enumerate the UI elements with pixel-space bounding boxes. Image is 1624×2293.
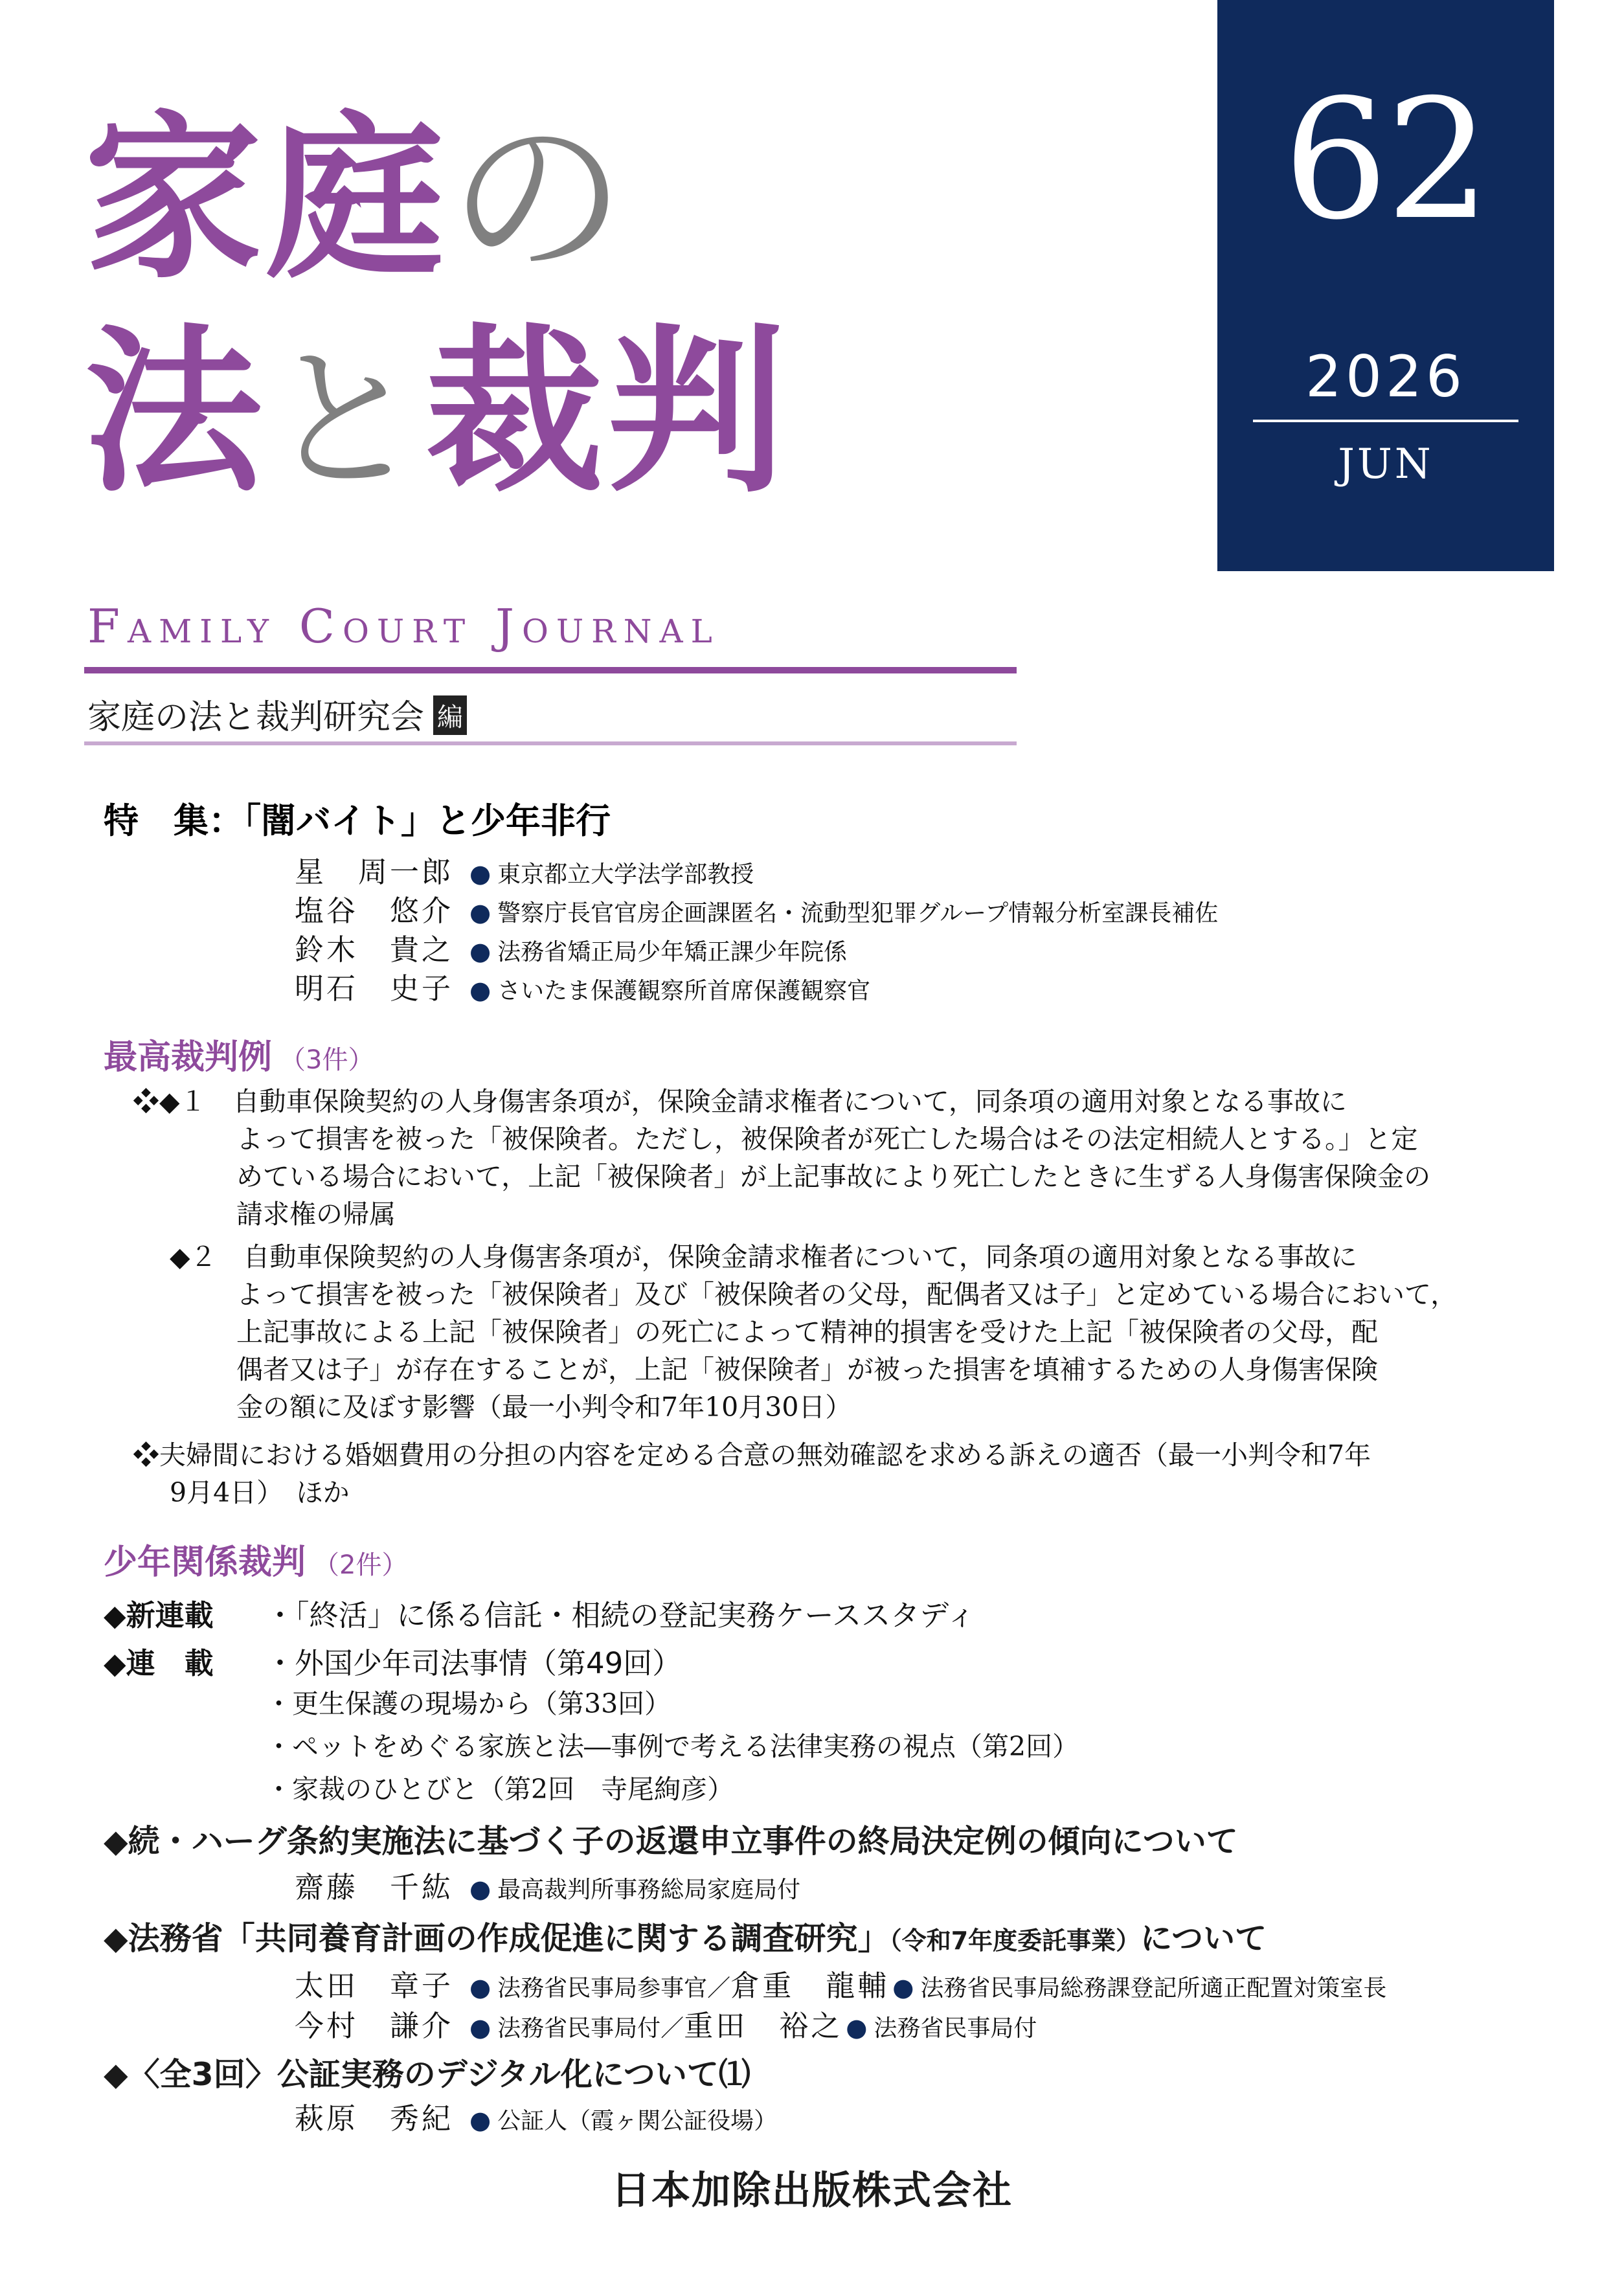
- series-item: ・家裁のひとびと（第2回 寺尾絢彦）: [265, 1774, 734, 1805]
- notary-heading: ◆〈全3回〉公証実務のデジタル化について⑴: [104, 2056, 750, 2093]
- bullet-dot-icon: ●: [892, 1973, 914, 2002]
- case1-line: めている場合において，上記「被保険者」が上記事故により死亡したときに生ずる人身傷害保険金の: [236, 1161, 1431, 1192]
- supreme-label: 最高裁判例: [104, 1038, 273, 1077]
- bullet-dot-icon: ●: [469, 898, 491, 927]
- author-affiliation: 公証人（霞ヶ関公証役場）: [497, 2108, 778, 2134]
- editor-rule: [84, 741, 1017, 745]
- series-item: ・ペットをめぐる家族と法―事例で考える法律実務の視点（第2回）: [265, 1731, 1079, 1762]
- moj-author-row: [295, 1962, 1386, 2004]
- author-name: 今村 謙介: [295, 2009, 454, 2043]
- case1-line: ❖◆１ 自動車保険契約の人身傷害条項が，保険金請求権者について，同条項の適用対象となる事故に: [133, 1086, 1347, 1117]
- editor-line: [87, 690, 467, 738]
- english-title: Family Court Journal: [87, 599, 720, 653]
- special-author-row: [295, 926, 847, 968]
- supreme-court-heading: [104, 1030, 374, 1078]
- issue-month: JUN: [1338, 440, 1434, 488]
- title-line-1: [84, 95, 630, 302]
- title-kanji-court: 裁判: [425, 309, 790, 516]
- issue-rule: [1253, 420, 1518, 422]
- title-rule: [84, 667, 1017, 673]
- title-kanji-law: 法: [84, 309, 266, 516]
- juvenile-count: （2件）: [313, 1550, 408, 1580]
- issue-year: 2026: [1305, 343, 1466, 410]
- case3-line: 9月4日） ほか: [170, 1477, 350, 1508]
- author-name: 明石 史子: [295, 971, 454, 1006]
- title-particle-no: の: [448, 95, 630, 302]
- bullet-dot-icon: ●: [469, 1973, 491, 2002]
- bullet-dot-icon: ●: [846, 2013, 868, 2042]
- bullet-dot-icon: ●: [469, 1875, 491, 1903]
- issue-box: [1217, 0, 1554, 571]
- case2-line: 金の額に及ぼす影響（最一小判令和7年10月30日）: [236, 1392, 852, 1423]
- case2-line: 上記事故による上記「被保険者」の死亡によって精神的損害を受けた上記「被保険者の父母，配: [236, 1316, 1378, 1348]
- hague-author-row: [295, 1864, 800, 1906]
- author-name: 萩原 秀紀: [295, 2101, 454, 2136]
- title-particle-to: と: [266, 330, 426, 511]
- author-affiliation: さいたま保護観察所首席保護観察官: [497, 978, 871, 1004]
- bullet-dot-icon: ●: [469, 2106, 491, 2134]
- author-affiliation: 法務省矯正局少年矯正課少年院係: [497, 939, 848, 966]
- author-affiliation: 法務省民事局参事官／: [497, 1975, 731, 2002]
- bullet-dot-icon: ●: [469, 976, 491, 1004]
- new-series-label: ◆新連載: [104, 1598, 214, 1632]
- author-name: 倉重 龍輔: [730, 1969, 890, 2003]
- title-kanji-family: 家庭: [84, 95, 448, 302]
- special-feature-heading: 特 集：「闇バイト」と少年非行: [104, 800, 611, 841]
- hague-heading: ◆続・ハーグ条約実施法に基づく子の返還申立事件の終局決定例の傾向について: [104, 1823, 1238, 1860]
- author-affiliation: 警察庁長官官房企画課匿名・流動型犯罪グループ情報分析室課長補佐: [497, 900, 1219, 927]
- bullet-dot-icon: ●: [469, 937, 491, 966]
- case3-line: ❖夫婦間における婚姻費用の分担の内容を定める合意の無効確認を求める訴えの適否（最一小判令和7年: [133, 1440, 1371, 1471]
- new-series-item: ・「終活」に係る信託・相続の登記実務ケーススタディ: [265, 1598, 976, 1632]
- author-affiliation: 法務省民事局付／: [497, 2015, 684, 2042]
- author-name: 星 周一郎: [295, 855, 454, 889]
- publisher-name: 日本加除出版株式会社: [611, 2168, 1013, 2213]
- series-item: ・外国少年司法事情（第49回）: [265, 1646, 682, 1680]
- series-row: [104, 1640, 681, 1682]
- author-affiliation: 法務省民事局付: [874, 2015, 1037, 2042]
- moj-title-b: について: [1140, 1920, 1267, 1957]
- moj-title-a: ◆法務省「共同養育計画の作成促進に関する調査研究」: [104, 1920, 890, 1957]
- author-name: 重田 裕之: [684, 2009, 843, 2043]
- moj-heading: [104, 1914, 1267, 1959]
- author-name: 齋藤 千紘: [295, 1870, 454, 1904]
- series-label: ◆連 載: [104, 1646, 214, 1680]
- special-author-row: [295, 887, 1218, 929]
- moj-author-row: [295, 2002, 1037, 2044]
- special-author-row: [295, 965, 870, 1007]
- case1-line: よって損害を被った「被保険者。ただし，被保険者が死亡した場合はその法定相続人とする。」と定: [236, 1124, 1418, 1155]
- case2-line: 偶者又は子」が存在することが，上記「被保険者」が被った損害を填補するための人身傷害保険: [236, 1354, 1378, 1385]
- author-affiliation: 東京都立大学法学部教授: [497, 861, 754, 888]
- case2-line: よって損害を被った「被保険者」及び「被保険者の父母，配偶者又は子」と定めている場合において，: [236, 1279, 1458, 1310]
- author-affiliation: 法務省民事局総務課登記所適正配置対策室長: [920, 1975, 1387, 2002]
- author-name: 太田 章子: [295, 1969, 454, 2003]
- new-series-row: [104, 1592, 976, 1634]
- moj-title-paren: （令和7年度委託事業）: [889, 1926, 1141, 1955]
- author-name: 鈴木 貴之: [295, 932, 454, 967]
- bullet-dot-icon: ●: [469, 2013, 491, 2042]
- juvenile-heading: [104, 1535, 407, 1583]
- supreme-count: （3件）: [280, 1045, 374, 1075]
- author-name: 塩谷 悠介: [295, 894, 454, 928]
- author-affiliation: 最高裁判所事務総局家庭局付: [497, 1877, 801, 1903]
- editor-name: 家庭の法と裁判研究会: [87, 698, 425, 737]
- case2-line: ◆２ 自動車保険契約の人身傷害条項が，保険金請求権者について，同条項の適用対象となる事故に: [170, 1241, 1357, 1272]
- bullet-dot-icon: ●: [469, 859, 491, 888]
- title-line-2: [84, 309, 790, 516]
- issue-number: 62: [1283, 64, 1489, 256]
- series-item: ・更生保護の現場から（第33回）: [265, 1688, 671, 1719]
- notary-author-row: [295, 2095, 777, 2137]
- case1-line: 請求権の帰属: [236, 1199, 396, 1230]
- juvenile-label: 少年関係裁判: [104, 1543, 306, 1582]
- editor-badge: 編: [433, 695, 467, 735]
- special-author-row: [295, 848, 754, 890]
